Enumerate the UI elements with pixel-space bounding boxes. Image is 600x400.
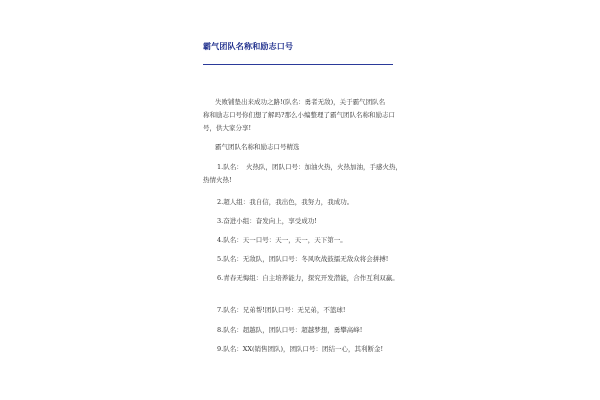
intro-line-2: 称和励志口号你们想了解吗?那么小编整理了霸气团队名称和励志口 <box>203 111 395 119</box>
title-underline-divider <box>203 64 393 65</box>
list-item: 6.青春无悔组：自主培养能力，探究开发潜能，合作互利双赢。 <box>217 274 399 282</box>
list-item: 5.队名：无敌队，团队口号：冬风吹战鼓擂无敌众将会拼搏! <box>217 255 389 263</box>
list-item: 8.队名：超越队，团队口号：超越梦想，勇攀高峰! <box>217 326 363 334</box>
intro-line-1: 失败铺垫出来成功之路!(队名：勇者无敌)，关于霸气团队名 <box>215 98 386 106</box>
section-heading: 霸气团队名称和励志口号精选 <box>215 143 300 151</box>
list-item <box>203 161 402 187</box>
intro-line-3: 号，供大家分享! <box>203 124 252 132</box>
list-item: 2.超人组：我自信，我出色，我努力，我成功。 <box>217 198 354 206</box>
document-title: 霸气团队名称和励志口号 <box>203 41 294 51</box>
list-item-continuation: 热情火热! <box>203 176 232 184</box>
list-item-line: 1.队名： 火热队，团队口号：加油火热，火热加油，手感火热， <box>217 163 402 171</box>
intro-paragraph <box>203 96 398 135</box>
list-item: 9.队名：XX(销售团队)，团队口号：团结一心，其利断金! <box>217 345 384 353</box>
list-item: 4.队名：天一口号：天一，天一，天下第一。 <box>217 236 347 244</box>
list-item: 3.奋进小组：奋发向上，享受成功! <box>217 217 317 225</box>
list-item: 7.队名：兄弟帮!团队口号：无兄弟，不篮球! <box>217 306 346 314</box>
